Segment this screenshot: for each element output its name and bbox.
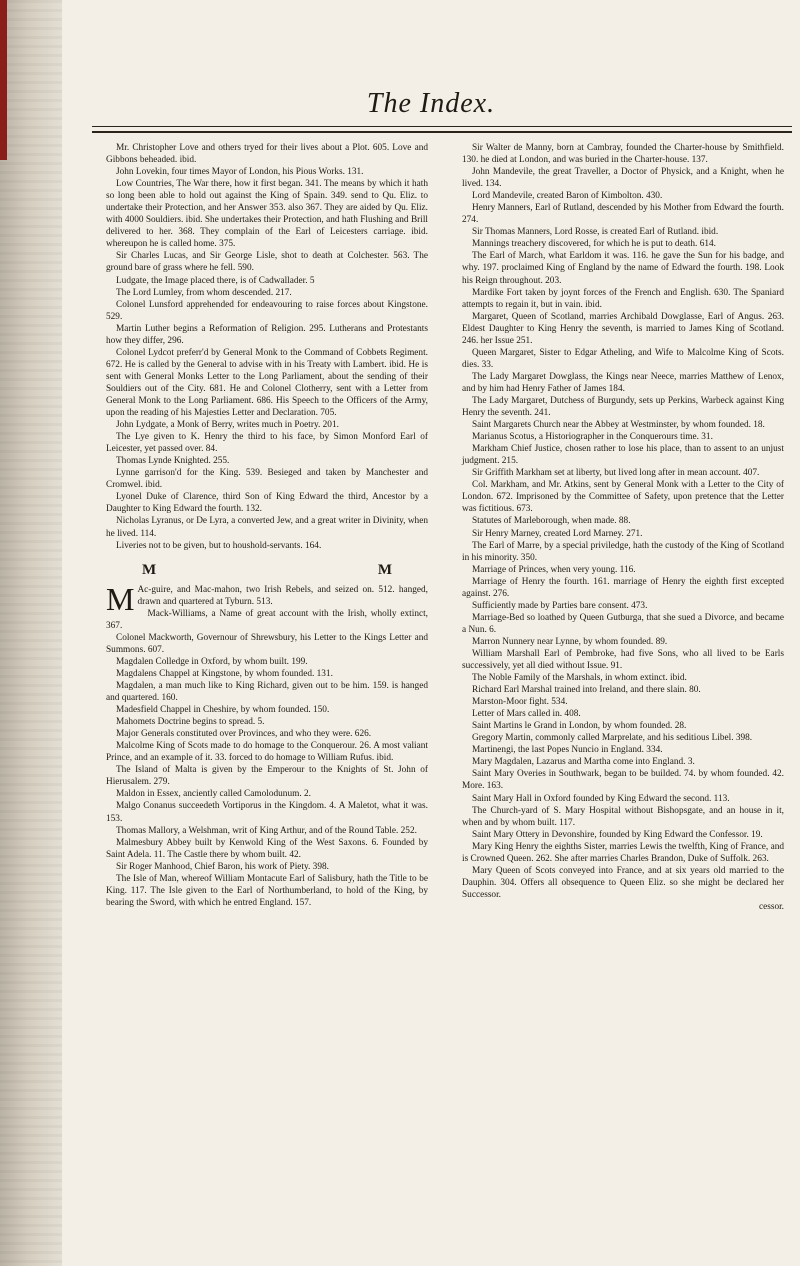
index-entry: John Mandevile, the great Traveller, a Doctor of Physick, and a Knight, when he lived. 134. [462,167,784,190]
index-entry: Colonel Lunsford apprehended for endeavouring to raise forces about Kingstone. 529. [106,299,428,322]
index-entry: Martin Luther begins a Reformation of Religion. 295. Lutherans and Protestants how they differ, 296. [106,323,428,346]
index-entry: Marriage of Henry the fourth. 161. marriage of Henry the eighth first excepted against. 276. [462,576,784,599]
index-entry: Liveries not to be given, but to houshold-servants. 164. [116,540,322,551]
index-entry: Lyonel Duke of Clarence, third Son of King Edward the third, Ancestor by a Daughter to King Edward the fourth. 132. [106,492,428,515]
index-entry: Mary Magdalen, Lazarus and Martha come into England. 3. [472,757,695,768]
title-rule-thick [92,131,792,133]
index-entry: Martinengi, the last Popes Nuncio in England. 334. [472,745,663,756]
index-page [62,0,800,1266]
index-entry: Marianus Scotus, a Historiographer in the Conquerours time. 31. [472,432,713,443]
section-letter-right: M [377,561,392,578]
index-entry: Henry Manners, Earl of Rutland, descended by his Mother from Edward the fourth. 274. [462,203,784,226]
index-entry: Mary King Henry the eighths Sister, marries Lewis the twelfth, King of France, and is Crowned Queen. 262. She after marries Charles Brandon, Duke of Suffolk. 263. [462,841,784,864]
index-entry: Malcolme King of Scots made to do homage to the Conquerour. 26. A most valiant Prince, and an example of it. 33. forced to do homage to William Rufus. ibid. [106,741,428,764]
index-entry: Thomas Lynde Knighted. 255. [116,456,230,467]
index-entry: The Noble Family of the Marshals, in whom extinct. ibid. [472,673,687,684]
left-entries-m [106,608,428,909]
index-entry: Marriage of Princes, when very young. 116. [472,564,636,575]
index-entry: Saint Mary Overies in Southwark, began to be builded. 74. by whom founded. 42. More. 163. [462,769,784,792]
index-entry: The Earl of March, what Earldom it was. 116. he gave the Sun for his badge, and why. 197. proclaimed King of England by the name of Edward the fourth. 198. Look his Reign throughout. 203. [462,251,784,286]
red-binding-edge [0,0,7,160]
index-entry: Marron Nunnery near Lynne, by whom founded. 89. [472,636,668,647]
first-m-entry-text: Ac-guire, and Mac-mahon, two Irish Rebels, and seized on. 512. hanged, drawn and quartered at Tyburn. 513. [137,584,428,607]
drop-cap: M [106,580,135,617]
index-entry: The Church-yard of S. Mary Hospital without Bishopsgate, and an house in it, when and by whom built. 117. [462,805,784,828]
left-column [106,142,428,909]
index-entry: Sir Roger Manhood, Chief Baron, his work of Piety. 398. [116,861,329,872]
index-entry: Statutes of Marleborough, when made. 88. [472,516,631,527]
index-entry: Colonel Mackworth, Governour of Shrewsbury, his Letter to the Kings Letter and Summons. 607. [106,632,428,655]
index-entry: Marston-Moor fight. 534. [472,697,568,708]
index-entry: Lynne garrison'd for the King. 539. Besieged and taken by Manchester and Cromwel. ibid. [106,468,428,491]
index-entry: William Marshall Earl of Pembroke, had five Sons, who all lived to be Earls successively, yet all died without Issue. 91. [462,648,784,672]
index-entry: Maldon in Essex, anciently called Camolodunum. 2. [116,789,311,800]
index-entry: The Lord Lumley, from whom descended. 217. [116,287,292,298]
index-entry: Thomas Mallory, a Welshman, writ of King Arthur, and of the Round Table. 252. [116,825,417,836]
index-entry: Mardike Fort taken by joynt forces of the French and English. 630. The Spaniard attempts to regain it, but in vain. ibid. [462,287,784,310]
index-entry: Sufficiently made by Parties bare consent. 473. [472,600,648,611]
index-entry: John Lovekin, four times Mayor of London, his Pious Works. 131. [116,167,364,178]
index-entry: Mannings treachery discovered, for which he is put to death. 614. [472,239,716,250]
title-rule [92,126,792,127]
index-entry: Magdalens Chappel at Kingstone, by whom founded. 131. [116,668,333,679]
index-entry: The Lady Margaret, Dutchess of Burgundy, sets up Perkins, Warbeck against King Henry the seventh. 241. [462,395,784,419]
index-entry: Magdalen Colledge in Oxford, by whom built. 199. [116,656,308,667]
index-entry: John Lydgate, a Monk of Berry, writes much in Poetry. 201. [116,420,339,431]
index-entry: Sir Charles Lucas, and Sir George Lisle, shot to death at Colchester. 563. The ground bare of grass where he fell. 590. [106,251,428,274]
index-entry: Low Countries, The War there, how it first began. 341. The means by which it hath so long been able to hold out against the King of Spain. 349. send to Qu. Eliz. to undertake their Protection, and her Answer 353. also 367. They are aided by Qu. Eliz. with 4000 Souldiers. ibid. She undertakes their Protection, and hath Flushing and Brill delivered to her. 368. They complain of the Earl of Leicesters carriage. ibid. whereupon he is called home. 375. [106,179,428,250]
index-entry: Margaret, Queen of Scotland, marries Archibald Dowglasse, Earl of Angus. 263. Eldest Daughter to King Henry the seventh, is married to James King of Scotland. 246. her Issue 251. [462,311,784,346]
index-entry: Malgo Conanus succeedeth Vortiporus in the Kingdom. 4. A Maletot, what it was. 153. [106,801,428,824]
left-entries-l [106,142,428,552]
index-entry: Mary Queen of Scots conveyed into France, and at six years old married to the Dauphin. 304. Offers all obsequence to Queen Eliz. so she might be declared her Successor. [462,865,784,900]
index-entry: Saint Martins le Grand in London, by whom founded. 28. [472,721,687,732]
index-entry: Marriage-Bed so loathed by Queen Gutburga, that she sued a Divorce, and became a Nun. 6. [462,612,784,635]
index-entry: Gregory Martin, commonly called Marprelate, and his seditious Libel. 398. [472,733,753,744]
index-entry: Mr. Christopher Love and others tryed for their lives about a Plot. 605. Love and Gibbons beheaded. ibid. [106,143,428,166]
right-column [462,142,784,913]
section-heading-m [106,552,428,584]
index-entry: The Earl of Marre, by a special priviledge, hath the custody of the King of Scotland in his minority. 350. [462,540,784,563]
index-entry: Madesfield Chappel in Cheshire, by whom founded. 150. [116,705,330,716]
index-entry: Major Generals constituted over Provinces, and who they were. 626. [116,729,372,740]
index-entry: Malmesbury Abbey built by Kenwold King of the West Saxons. 6. Founded by Saint Adela. 11. The Castle there by whom built. 42. [106,837,428,860]
index-entry: Colonel Lydcot preferr'd by General Monk to the Command of Cobbets Regiment. 672. He is called by the General to advise with in his Treaty with Lambert. ibid. He is sent with General Monks Letter to the Long Parliament, about the sending of their Souldiers out of the City. 681. He and Colonel Clotherry, sent with a Letter from General Monk to the Long Parliament. 686. His Speech to the Officers of the Army, upon the reading of his Majesties Letter and Declaration. 705. [106,347,428,419]
index-entry: Ludgate, the Image placed there, is of Cadwallader. 5 [116,275,315,286]
index-entry: Letter of Mars called in. 408. [472,709,581,720]
index-entry: Mack-Williams, a Name of great account with the Irish, wholly extinct, 367. [106,608,428,631]
index-entry: The Lye given to K. Henry the third to his face, by Simon Monford Earl of Leicester, yet passed over. 84. [106,432,428,455]
index-entry: Queen Margaret, Sister to Edgar Atheling, and Wife to Malcolme King of Scots. dies. 33. [462,347,784,370]
binding-shadow [0,0,62,1266]
index-entry: Saint Margarets Church near the Abbey at Westminster, by whom founded. 18. [472,420,765,431]
index-entry: Sir Griffith Markham set at liberty, but lived long after in mean account. 407. [472,468,760,479]
index-entry: The Isle of Man, whereof William Montacute Earl of Salisbury, hath the Title to be King. 117. The Isle given to the Earl of Northumberland, to hold of the King, by bearing the Sword, with which he entred England. 157. [106,873,428,908]
index-entry: The Island of Malta is given by the Emperour to the Knights of St. John of Hierusalem. 279. [106,765,428,788]
index-entry: Richard Earl Marshal trained into Ireland, and there slain. 80. [472,685,701,696]
index-entry: Lord Mandevile, created Baron of Kimbolton. 430. [472,191,663,202]
index-entry: Mahomets Doctrine begins to spread. 5. [116,717,265,728]
index-entry: Magdalen, a man much like to King Richard, given out to be him. 159. is hanged and quartered. 160. [106,681,428,704]
index-entry: Nicholas Lyranus, or De Lyra, a converted Jew, and a great writer in Divinity, when he lived. 114. [106,516,428,539]
index-entry: Sir Henry Marney, created Lord Marney. 271. [472,528,643,539]
catchword: cessor. [758,901,784,912]
index-entry: Col. Markham, and Mr. Atkins, sent by General Monk with a Letter to the City of London. 672. Imprisoned by the Committee of Safety, upon pretence that the Letter was fictitious. 673. [462,480,784,515]
index-entry: Saint Mary Ottery in Devonshire, founded by King Edward the Confessor. 19. [472,829,763,840]
index-entry: Sir Walter de Manny, born at Cambray, founded the Charter-house by Smithfield. 130. he died at London, and was buried in the Charter-house. 137. [462,143,784,166]
index-entry: Sir Thomas Manners, Lord Rosse, is created Earl of Rutland. ibid. [472,227,719,238]
first-m-entry [106,580,428,617]
page-title: The Index. [366,88,496,119]
index-entry: Markham Chief Justice, chosen rather to lose his place, than to assent to an unjust judgment. 215. [462,444,784,467]
section-letter-left: M [142,561,157,578]
index-entry: The Lady Margaret Dowglass, the Kings near Neece, marries Matthew of Lenox, and by him had Henry Father of James 184. [462,371,784,394]
index-entry: Saint Mary Hall in Oxford founded by King Edward the second. 113. [472,793,730,804]
right-entries [462,142,784,901]
